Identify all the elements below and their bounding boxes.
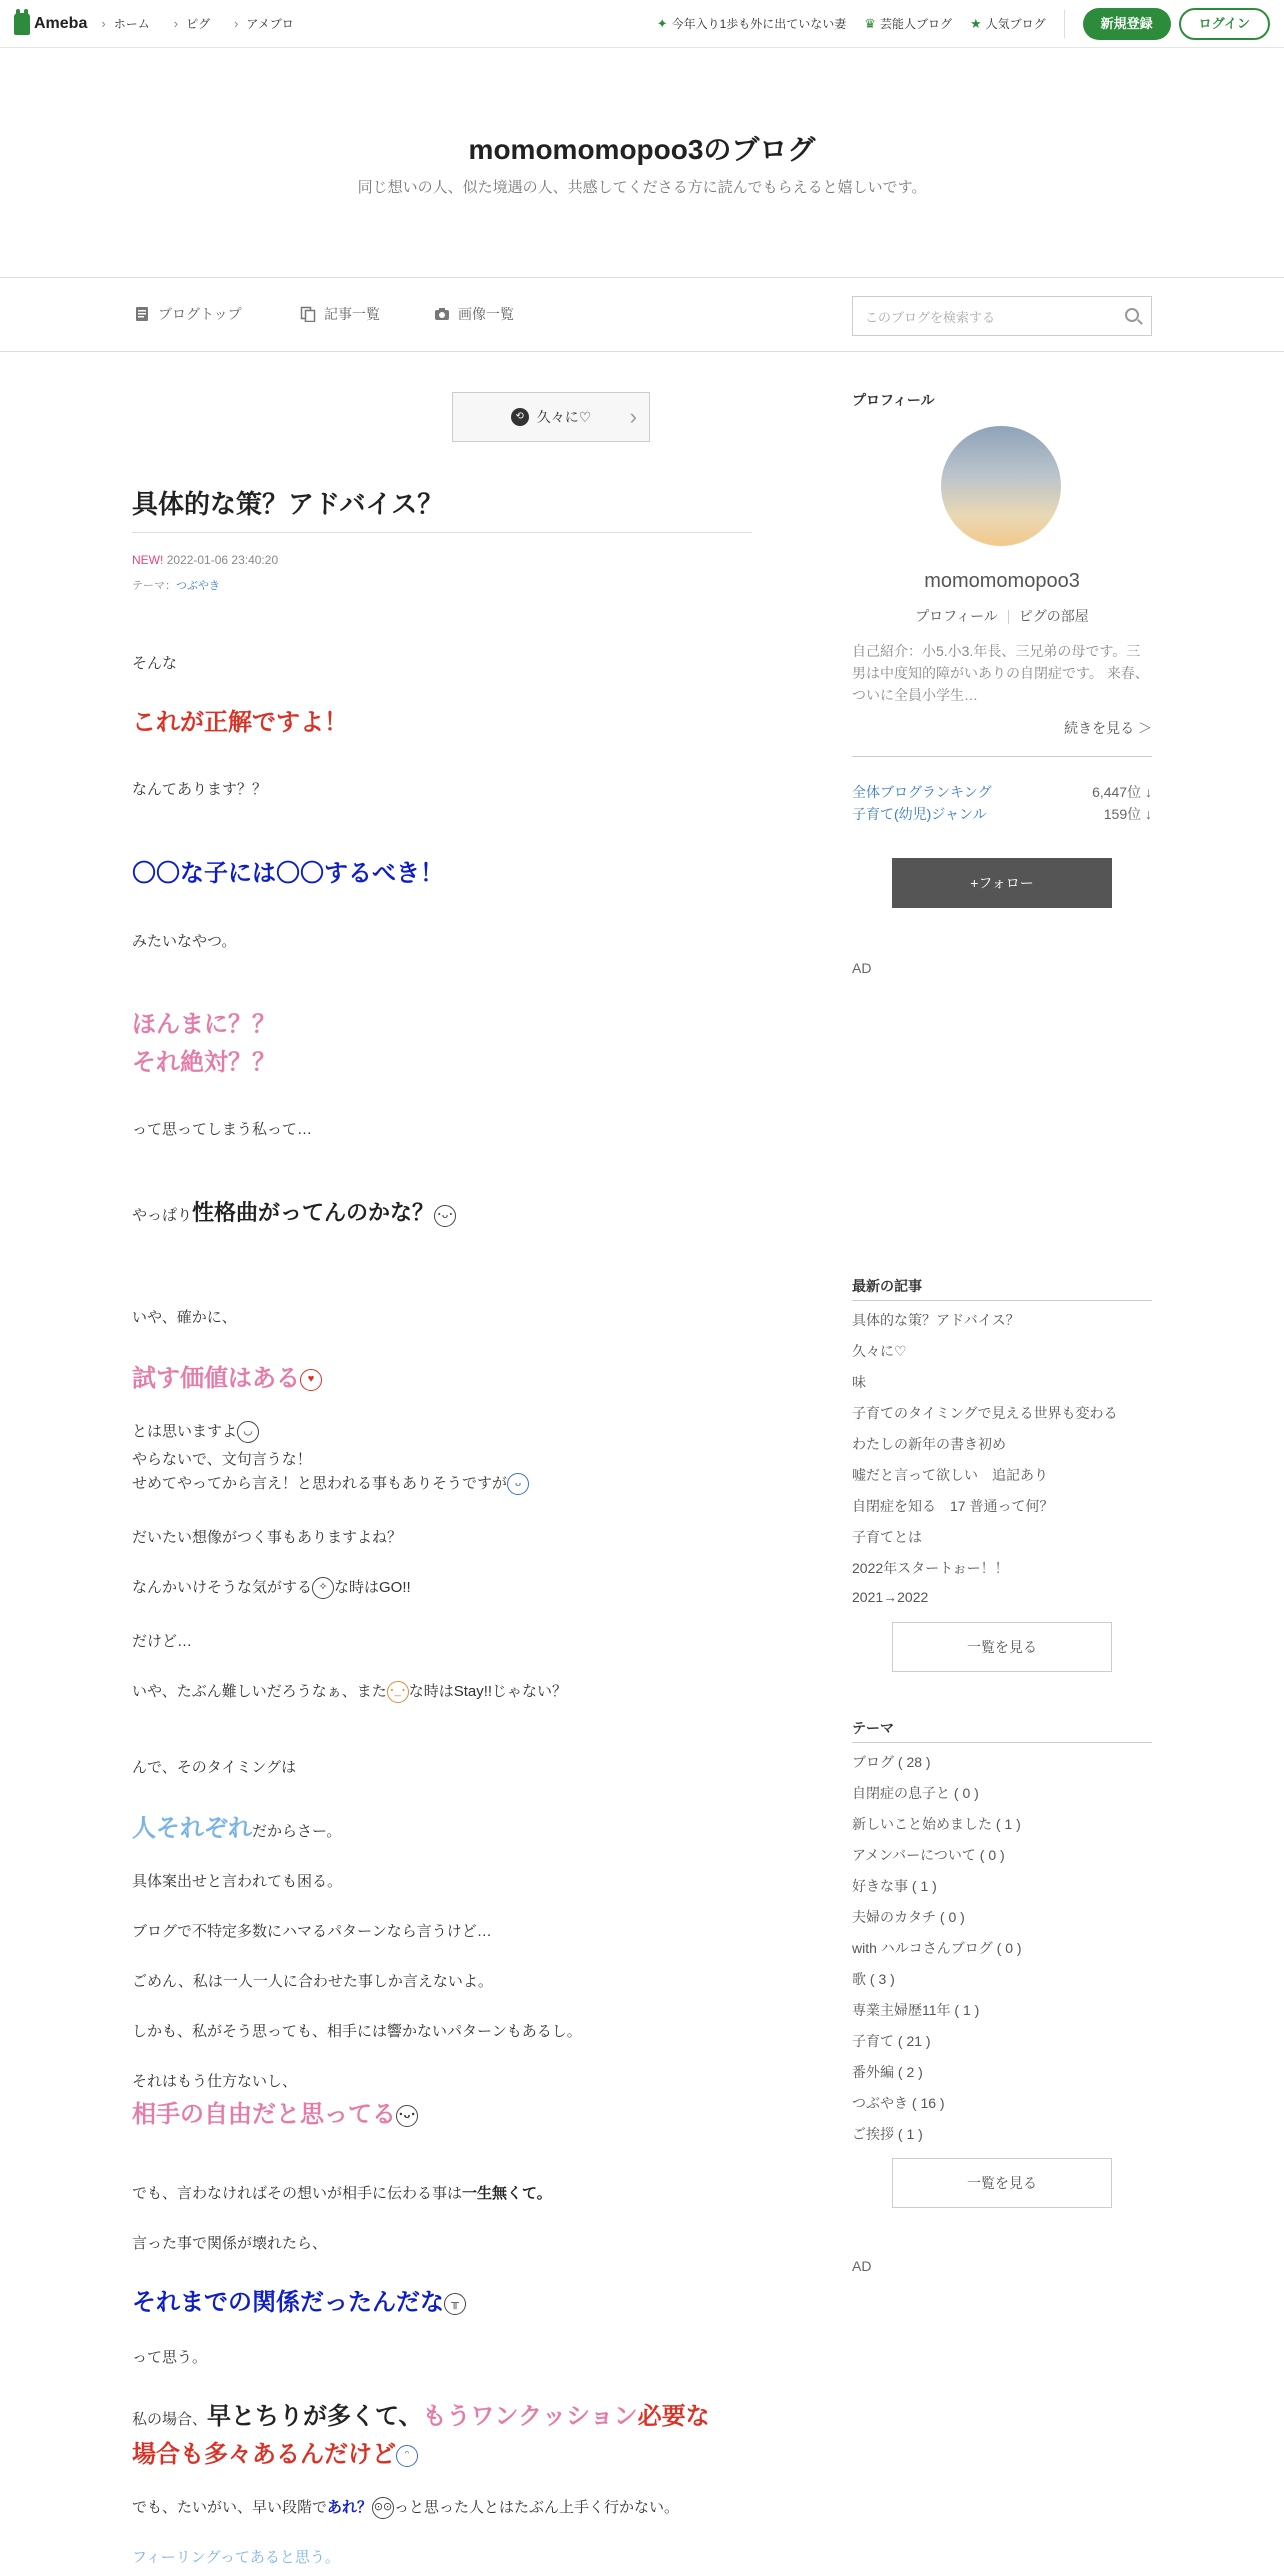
body-text: 具体案出せと言われても困る。 <box>132 1873 343 1890</box>
heart-emoji-icon: ♥ <box>300 1369 322 1391</box>
divider <box>132 532 752 533</box>
body-text: だけど… <box>132 1633 193 1650</box>
ranking-value: 159位 ↓ <box>1103 806 1152 822</box>
ranking-genre[interactable] <box>852 804 1152 824</box>
divider <box>1064 10 1065 38</box>
nav-blog-top[interactable] <box>134 304 242 324</box>
ranking-label: 全体ブログランキング <box>852 784 992 800</box>
nav-link-ameblo[interactable]: › アメブロ <box>234 15 294 32</box>
theme-label: テーマ： <box>132 580 176 592</box>
body-text-part: だからさー。 <box>252 1823 342 1840</box>
body-text-part: いや、たぶん難しいだろうなぁ、また <box>132 1683 387 1700</box>
body-text <box>132 2282 466 2317</box>
profile-link[interactable]: プロフィール <box>915 608 998 624</box>
body-text: だいたい想像がつく事もありますよね？ <box>132 1529 403 1546</box>
theme-item[interactable]: 子育て ( 21 ) <box>852 2033 931 2049</box>
body-text-part: あれ？ <box>327 2499 373 2516</box>
body-text <box>132 2182 552 2203</box>
body-text-part: な時はGO!! <box>334 1579 411 1596</box>
blog-search-input[interactable] <box>852 296 1152 336</box>
article-meta <box>132 553 278 567</box>
body-text-part: 性格曲がってんのかな？ <box>192 1200 435 1225</box>
pig-room-link[interactable]: ピグの部屋 <box>1018 608 1089 624</box>
emoji-icon: ･_･ <box>387 1681 409 1703</box>
theme-item[interactable]: 歌 ( 3 ) <box>852 1971 895 1987</box>
trending-label: 今年入り1歩も外に出ていない妻 <box>671 17 847 31</box>
theme-item[interactable]: 夫婦のカタチ ( 0 ) <box>852 1909 965 1925</box>
chevron-right-icon: › <box>629 404 637 429</box>
body-text-part: 試す価値はある <box>132 1365 300 1392</box>
theme-item[interactable]: ご挨拶 ( 1 ) <box>852 2126 923 2142</box>
theme-item[interactable]: 新しいこと始めました ( 1 ) <box>852 1816 1021 1832</box>
recent-list-button[interactable]: 一覧を見る <box>892 1622 1112 1672</box>
body-text <box>132 1358 322 1393</box>
body-text-part: 相手の自由だと思ってる <box>132 2101 396 2128</box>
body-text: やらないで、文句言うな！ <box>132 1451 312 1468</box>
ad-label: AD <box>852 960 872 976</box>
emoji-icon: ᵔ <box>396 2445 418 2467</box>
emoji-icon: ᴗ <box>507 1473 529 1495</box>
avatar[interactable] <box>941 426 1061 546</box>
ranking-label: 子育て(幼児)ジャンル <box>852 806 987 822</box>
login-button[interactable]: ログイン <box>1179 8 1270 40</box>
blog-nav <box>0 278 1284 352</box>
crown-icon: ♛ <box>864 15 876 31</box>
nav-image-list[interactable] <box>434 304 514 324</box>
body-text: ほんまに？？ <box>132 1011 276 1038</box>
profile-name[interactable]: momomomopoo3 <box>924 570 1080 592</box>
recent-article-item[interactable]: 味 <box>852 1374 866 1390</box>
recent-article-item[interactable]: 自閉症を知る 17 普通って何？ <box>852 1498 1054 1514</box>
sparkle-icon: ✦ <box>656 15 668 31</box>
new-badge: NEW! <box>132 553 164 567</box>
recent-article-item[interactable]: 嘘だと言って欲しい 追記あり <box>852 1467 1048 1483</box>
body-text: それはもう仕方ないし、 <box>132 2073 298 2090</box>
theme-item[interactable]: 自閉症の息子と ( 0 ) <box>852 1785 979 1801</box>
body-text: そんな <box>132 655 178 672</box>
blog-title[interactable]: momomomopoo3のブログ <box>468 134 816 165</box>
nav-image-list-label: 画像一覧 <box>458 306 514 322</box>
body-text-part: なんかいけそうな気がする <box>132 1579 313 1596</box>
body-text: それ絶対？？ <box>132 1049 276 1076</box>
divider <box>852 756 1152 757</box>
body-text-part: 一生無くて。 <box>462 2185 552 2202</box>
body-text: いや、確かに、 <box>132 1309 237 1326</box>
body-text <box>132 2094 418 2129</box>
theme-item[interactable]: 専業主婦歴11年 ( 1 ) <box>852 2002 980 2018</box>
body-text: なんてあります？？ <box>132 781 268 798</box>
theme-item[interactable]: アメンバーについて ( 0 ) <box>852 1847 1005 1863</box>
body-text: しかも、私がそう思っても、相手には響かないパターンもあるし。 <box>132 2023 582 2040</box>
signup-button[interactable]: 新規登録 <box>1083 8 1171 40</box>
emoji-icon: ✧ <box>312 1577 334 1599</box>
recent-article-item[interactable]: 2021→2022 <box>852 1589 929 1605</box>
body-text-part: せめてやってから言え！と思われる事もありそうですが <box>132 1475 508 1492</box>
body-text <box>132 1576 411 1599</box>
nav-link-home[interactable]: › ホーム <box>101 15 149 32</box>
body-text: って思ってしまう私って… <box>132 1121 313 1138</box>
body-text <box>132 1680 567 1703</box>
body-text-part: でも、たいがい、早い段階で <box>132 2499 328 2516</box>
top-bar <box>0 0 1284 48</box>
trending-link[interactable] <box>657 15 847 32</box>
body-text: みたいなやつ。 <box>132 933 237 950</box>
body-text-part: それまでの関係だったんだな <box>132 2289 444 2316</box>
body-text-part: やっぱり <box>132 1207 193 1224</box>
profile-intro: 自己紹介：小5.小3.年長、三兄弟の母です。三男は中度知的障がいありの自閉症です。 来春、ついに全員小学生… <box>852 643 1149 703</box>
next-article-link[interactable] <box>452 392 650 442</box>
search-icon[interactable] <box>1125 308 1139 322</box>
body-text <box>132 2396 710 2431</box>
ranking-overall[interactable] <box>852 782 1152 802</box>
nav-article-list-label: 記事一覧 <box>324 306 380 322</box>
emoji-icon: ⊙⊙ <box>372 2497 394 2519</box>
document-icon <box>134 306 150 322</box>
recent-heading: 最新の記事 <box>852 1278 922 1294</box>
body-text: フィーリングってあると思う。 <box>132 2549 340 2566</box>
ameba-logo[interactable] <box>14 13 87 35</box>
recent-article-item[interactable]: 子育てとは <box>852 1529 922 1545</box>
link-icon: ⟲ <box>511 408 529 426</box>
body-text-part: 場合も多々あるんだけど <box>132 2441 396 2468</box>
theme-item[interactable]: ブログ ( 28 ) <box>852 1754 931 1770</box>
theme-item[interactable]: 好きな事 ( 1 ) <box>852 1878 937 1894</box>
nav-article-list[interactable] <box>300 304 380 324</box>
theme-list-button[interactable]: 一覧を見る <box>892 2158 1112 2208</box>
body-text-part: 必要な <box>637 2403 710 2430</box>
recent-article-item[interactable]: 子育てのタイミングで見える世界も変わる <box>852 1405 1118 1421</box>
article-date: 2022-01-06 23:40:20 <box>166 553 279 567</box>
star-icon: ★ <box>969 15 982 31</box>
ranking-value: 6,447位 ↓ <box>1092 784 1152 800</box>
emoji-icon: ･ᴗ･ <box>434 1205 456 1227</box>
body-text: って思う。 <box>132 2349 208 2366</box>
theme-heading: テーマ <box>852 1720 894 1736</box>
body-text: ごめん、私は一人一人に合わせた事しか言えないよ。 <box>132 1973 493 1990</box>
emoji-icon: ╥ <box>444 2293 466 2315</box>
body-text: 言った事で関係が壊れたら、 <box>132 2235 328 2252</box>
article-title[interactable]: 具体的な策？アドバイス？ <box>132 489 444 519</box>
body-text-part: もうワンクッション <box>422 2403 638 2430</box>
copy-icon <box>300 306 316 322</box>
read-more-link[interactable]: 続きを見る ＞ <box>1064 720 1152 736</box>
recent-article-item[interactable]: 2022年スタートぉー！！ <box>852 1560 1009 1576</box>
emoji-icon: ･ᴗ･ <box>396 2105 418 2127</box>
body-text-part: とは思いますよ <box>132 1423 238 1440</box>
body-text <box>132 2434 418 2469</box>
blog-header <box>0 48 1284 278</box>
body-text-part: 私の場合、 <box>132 2411 208 2428</box>
recent-article-item[interactable]: 久々に♡ <box>852 1343 907 1359</box>
body-text <box>132 1196 456 1227</box>
article-theme <box>132 577 220 593</box>
body-text-part: 人それぞれ <box>132 1815 252 1842</box>
popular-blog-link[interactable] <box>970 15 1046 32</box>
theme-item[interactable]: 番外編 ( 2 ) <box>852 2064 923 2080</box>
divider <box>852 1300 1152 1301</box>
body-text <box>132 1808 341 1843</box>
nav-blog-top-label: ブログトップ <box>158 306 242 322</box>
body-text-part: 早とちりが多くて、 <box>207 2403 423 2430</box>
profile-links <box>852 606 1152 626</box>
theme-item[interactable]: with ハルコさんブログ ( 0 ) <box>852 1940 1022 1956</box>
celebrity-blog-link[interactable] <box>864 15 952 32</box>
recent-article-item[interactable]: 具体的な策？アドバイス？ <box>852 1312 1020 1328</box>
popular-blog-label: 人気ブログ <box>985 17 1046 31</box>
logo-text: Ameba <box>34 14 88 32</box>
body-text: これが正解ですよ！ <box>132 709 348 736</box>
theme-link[interactable]: つぶやき <box>176 580 220 592</box>
body-text: 〇〇な子には〇〇するべき！ <box>132 860 444 887</box>
body-text <box>132 1472 529 1495</box>
profile-heading: プロフィール <box>852 392 935 408</box>
search-placeholder: このブログを検索する <box>865 309 996 325</box>
divider <box>852 1742 1152 1743</box>
camera-icon <box>434 306 450 322</box>
theme-item[interactable]: つぶやき ( 16 ) <box>852 2095 945 2111</box>
nav-link-pigg[interactable]: › ピグ <box>174 15 210 32</box>
ameba-logo-icon <box>14 13 30 35</box>
body-text-part: っと思った人とはたぶん上手く行かない。 <box>394 2499 680 2516</box>
body-text-part: でも、言わなければその想いが相手に伝わる事は <box>132 2185 463 2202</box>
body-text: ブログで不特定多数にハマるパターンなら言うけど… <box>132 1923 492 1940</box>
emoji-icon: ◡ <box>237 1421 259 1443</box>
body-text <box>132 2496 679 2519</box>
recent-article-item[interactable]: わたしの新年の書き初め <box>852 1436 1006 1452</box>
ad-label: AD <box>852 2258 872 2274</box>
body-text <box>132 1420 259 1443</box>
next-article-title: 久々に♡ <box>536 409 592 425</box>
body-text: んで、そのタイミングは <box>132 1759 297 1776</box>
body-text-part: な時はStay!!じゃない？ <box>408 1683 568 1700</box>
follow-button[interactable]: +フォロー <box>892 858 1112 908</box>
blog-description: 同じ想いの人、似た境遇の人、共感してくださる方に読んでもらえると嬉しいです。 <box>357 179 927 196</box>
celebrity-blog-label: 芸能人ブログ <box>879 17 952 31</box>
